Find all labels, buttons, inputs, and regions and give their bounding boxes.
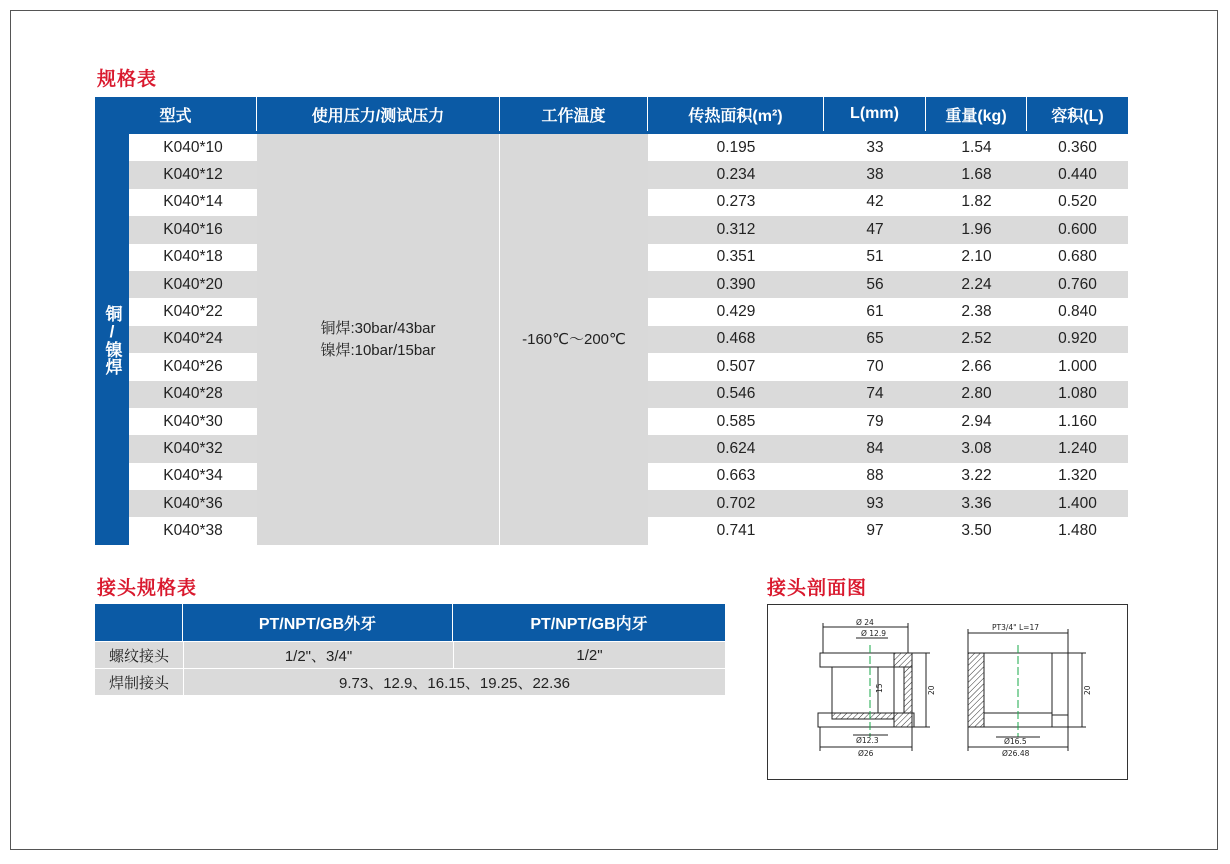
header-weight: 重量(kg) <box>926 97 1027 131</box>
table-row <box>648 271 1128 298</box>
model-cell: K040*18 <box>129 244 257 271</box>
joint-section-drawing <box>767 604 1128 780</box>
header-temperature: 工作温度 <box>500 97 648 131</box>
weight-cell: 3.08 <box>961 439 992 457</box>
model-cell: K040*14 <box>129 189 257 216</box>
header-model: 型式 <box>95 97 257 131</box>
weight-cell: 1.68 <box>961 166 992 184</box>
l-cell: 42 <box>866 193 884 211</box>
l-cell: 79 <box>866 412 884 430</box>
l-cell: 33 <box>866 138 884 156</box>
left-height-total: 20 <box>927 685 936 695</box>
spec-table-title: 规格表 <box>97 69 158 90</box>
volume-cell: 0.840 <box>1058 303 1097 321</box>
joint-inner-value: 1/2" <box>453 642 725 668</box>
weight-cell: 2.38 <box>961 303 992 321</box>
model-cell: K040*22 <box>129 298 257 325</box>
area-cell: 0.507 <box>716 357 756 375</box>
joint-table-title: 接头规格表 <box>97 578 198 599</box>
area-cell: 0.468 <box>716 330 756 348</box>
model-cell: K040*10 <box>129 134 257 161</box>
l-cell: 38 <box>866 166 884 184</box>
pressure-nickel: 镍焊:10bar/15bar <box>320 341 436 359</box>
l-cell: 51 <box>866 248 884 266</box>
drawing-title: 接头剖面图 <box>767 578 868 599</box>
header-pressure: 使用压力/测试压力 <box>257 97 500 131</box>
weight-cell: 3.50 <box>961 522 992 540</box>
l-cell: 70 <box>866 357 884 375</box>
area-cell: 0.546 <box>716 385 756 403</box>
area-cell: 0.351 <box>716 248 756 266</box>
model-cell: K040*36 <box>129 490 257 517</box>
joint-header-outer: PT/NPT/GB外牙 <box>183 604 453 641</box>
model-cell: K040*26 <box>129 353 257 380</box>
volume-cell: 0.760 <box>1058 275 1097 293</box>
table-row <box>648 161 1128 188</box>
volume-cell: 1.000 <box>1058 357 1097 375</box>
weight-cell: 3.22 <box>961 467 992 485</box>
area-cell: 0.702 <box>716 494 756 512</box>
right-thread-spec: PT3/4" L=17 <box>992 623 1040 632</box>
right-height-total: 20 <box>1083 685 1092 695</box>
table-row <box>648 463 1128 490</box>
joint-table-header <box>95 604 725 641</box>
l-cell: 56 <box>866 275 884 293</box>
joint-row-label: 焊制接头 <box>108 674 169 692</box>
model-cell: K040*32 <box>129 435 257 462</box>
table-row <box>648 244 1128 271</box>
joint-table <box>95 604 725 695</box>
joint-row-weld <box>95 668 725 695</box>
left-dia-bottom: Ø26 <box>858 749 874 758</box>
spec-table-body <box>95 134 1128 545</box>
weight-cell: 2.24 <box>961 275 992 293</box>
joint-outer-value: 1/2"、3/4" <box>183 642 453 668</box>
weight-cell: 2.66 <box>961 357 992 375</box>
l-cell: 88 <box>866 467 884 485</box>
table-row <box>648 189 1128 216</box>
table-row <box>648 435 1128 462</box>
table-row <box>648 408 1128 435</box>
table-row <box>648 298 1128 325</box>
header-length: L(mm) <box>824 97 926 131</box>
volume-cell: 1.240 <box>1058 439 1097 457</box>
model-cell: K040*12 <box>129 161 257 188</box>
left-height-inner: 15 <box>875 683 884 693</box>
volume-cell: 0.600 <box>1058 220 1097 238</box>
area-cell: 0.585 <box>716 412 756 430</box>
right-dia-bottom: Ø26.48 <box>1002 749 1030 758</box>
spec-table <box>95 97 1128 545</box>
left-dia-inner-top: Ø 12.9 <box>861 629 886 638</box>
l-cell: 97 <box>866 522 884 540</box>
left-dia-bottom-inner: Ø12.3 <box>856 736 879 745</box>
table-row <box>648 381 1128 408</box>
header-volume: 容积(L) <box>1051 107 1104 125</box>
volume-cell: 1.080 <box>1058 385 1097 403</box>
table-row <box>648 353 1128 380</box>
model-cell: K040*30 <box>129 408 257 435</box>
joint-row-thread <box>95 641 725 668</box>
left-dia-top: Ø 24 <box>856 618 874 627</box>
pressure-cell <box>257 134 500 545</box>
volume-cell: 1.480 <box>1058 522 1097 540</box>
weight-cell: 1.54 <box>961 138 992 156</box>
model-cell: K040*20 <box>129 271 257 298</box>
header-area: 传热面积(m²) <box>648 97 824 131</box>
section-drawing-svg <box>768 605 1129 781</box>
model-column <box>129 134 257 545</box>
weight-cell: 1.82 <box>961 193 992 211</box>
right-joint-figure <box>968 629 1086 751</box>
weight-cell: 3.36 <box>961 494 992 512</box>
l-cell: 47 <box>866 220 884 238</box>
table-row <box>648 134 1128 161</box>
model-cell: K040*28 <box>129 381 257 408</box>
left-joint-figure <box>818 623 930 751</box>
volume-cell: 0.680 <box>1058 248 1097 266</box>
joint-row-label: 螺纹接头 <box>108 647 169 665</box>
area-cell: 0.429 <box>716 303 756 321</box>
weight-cell: 2.80 <box>961 385 992 403</box>
joint-header-blank <box>95 604 183 641</box>
area-cell: 0.273 <box>716 193 756 211</box>
spec-table-header <box>95 97 1128 134</box>
volume-cell: 0.360 <box>1058 138 1097 156</box>
joint-weld-values: 9.73、12.9、16.15、19.25、22.36 <box>183 669 725 695</box>
model-cell: K040*38 <box>129 517 257 544</box>
temperature-cell: -160℃～200℃ <box>500 134 648 545</box>
pressure-copper: 铜焊:30bar/43bar <box>320 319 436 337</box>
table-row <box>648 490 1128 517</box>
numeric-columns <box>648 134 1128 545</box>
volume-cell: 0.920 <box>1058 330 1097 348</box>
model-cell: K040*16 <box>129 216 257 243</box>
model-cell: K040*34 <box>129 463 257 490</box>
area-cell: 0.234 <box>716 166 756 184</box>
l-cell: 93 <box>866 494 884 512</box>
table-row <box>648 326 1128 353</box>
brazing-side-label: 铜/镍焊 <box>95 134 129 545</box>
weight-cell: 2.10 <box>961 248 992 266</box>
volume-cell: 1.320 <box>1058 467 1097 485</box>
joint-header-inner: PT/NPT/GB内牙 <box>530 616 648 633</box>
volume-cell: 1.160 <box>1058 412 1097 430</box>
weight-cell: 2.52 <box>961 330 992 348</box>
weight-cell: 2.94 <box>961 412 992 430</box>
l-cell: 84 <box>866 439 884 457</box>
area-cell: 0.624 <box>716 439 756 457</box>
l-cell: 74 <box>866 385 884 403</box>
table-row <box>648 517 1128 544</box>
l-cell: 61 <box>866 303 884 321</box>
area-cell: 0.741 <box>716 522 756 540</box>
weight-cell: 1.96 <box>961 220 992 238</box>
area-cell: 0.390 <box>716 275 756 293</box>
table-row <box>648 216 1128 243</box>
volume-cell: 0.440 <box>1058 166 1097 184</box>
volume-cell: 1.400 <box>1058 494 1097 512</box>
l-cell: 65 <box>866 330 884 348</box>
volume-cell: 0.520 <box>1058 193 1097 211</box>
right-dia-bottom-inner: Ø16.5 <box>1004 737 1027 746</box>
area-cell: 0.195 <box>716 138 756 156</box>
area-cell: 0.663 <box>716 467 756 485</box>
area-cell: 0.312 <box>716 220 756 238</box>
model-cell: K040*24 <box>129 326 257 353</box>
